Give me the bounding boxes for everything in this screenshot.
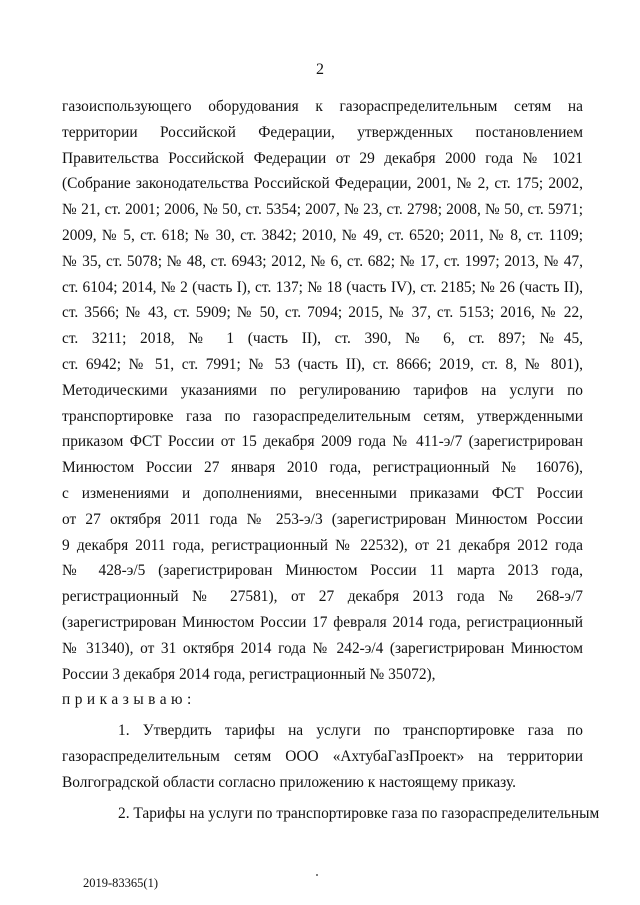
text-line: № 21, ст. 2001; 2006, № 50, ст. 5354; 2007, № 23, ст. 2798; 2008, № 50, ст. 5971; bbox=[62, 201, 583, 219]
text-line: Методическими указаниями по регулированию тарифов на услуги по bbox=[62, 381, 583, 399]
legal-basis-paragraph bbox=[62, 94, 583, 687]
text-line: газоиспользующего оборудования к газораспределительным сетям на bbox=[62, 98, 583, 115]
text-line: № 35, ст. 5078; № 48, ст. 6943; 2012, № 6, ст. 682; № 17, ст. 1997; 2013, № 47, bbox=[62, 252, 583, 270]
order-item-2 bbox=[62, 801, 600, 827]
page-number: 2 bbox=[316, 61, 324, 78]
text-line: регистрационный № 27581), от 27 декабря 2013 года № 268-э/7 bbox=[62, 588, 583, 606]
text-line: приказом ФСТ России от 15 декабря 2009 года № 411-э/7 (зарегистрирован bbox=[62, 433, 583, 451]
text-line: ст. 3566; № 43, ст. 5909; № 50, ст. 7094; 2015, № 37, ст. 5153; 2016, № 22, bbox=[62, 304, 583, 322]
document-id: 2019-83365(1) bbox=[83, 876, 158, 890]
text-line: с изменениями и дополнениями, внесенными приказами ФСТ России bbox=[62, 484, 583, 502]
text-line: 2. Тарифы на услуги по транспортировке газа по газораспределительным bbox=[118, 804, 600, 822]
text-line: ст. 6104; 2014, № 2 (часть I), ст. 137; № 18 (часть IV), ст. 2185; № 26 (часть II), bbox=[62, 278, 583, 296]
text-line: (Собрание законодательства Российской Федерации, 2001, № 2, ст. 175; 2002, bbox=[62, 175, 583, 193]
text-line: № 428-э/5 (зарегистрирован Минюстом России 11 марта 2013 года, bbox=[62, 562, 583, 580]
text-line: Правительства Российской Федерации от 29 декабря 2000 года № 1021 bbox=[62, 149, 583, 167]
scan-speck bbox=[316, 874, 318, 876]
text-line: ст. 6942; № 51, ст. 7991; № 53 (часть II), ст. 8666; 2019, ст. 8, № 801), bbox=[62, 355, 583, 373]
order-item-1 bbox=[62, 718, 583, 795]
text-line: 9 декабря 2011 года, регистрационный № 22532), от 21 декабря 2012 года bbox=[62, 536, 583, 554]
text-line: 2009, № 5, ст. 618; № 30, ст. 3842; 2010, № 49, ст. 6520; 2011, № 8, ст. 1109; bbox=[62, 226, 583, 244]
text-line: 1. Утвердить тарифы на услуги по транспортировке газа по bbox=[118, 722, 583, 740]
text-line: Волгоградской области согласно приложению к настоящему приказу. bbox=[62, 773, 516, 791]
text-line: от 27 октября 2011 года № 253-э/3 (зарегистрирован Минюстом России bbox=[62, 510, 583, 528]
text-line: транспортировке газа по газораспределительным сетям, утвержденными bbox=[62, 407, 583, 425]
text-line: газораспределительным сетям ООО «АхтубаГазПроект» на территории bbox=[62, 747, 583, 765]
document-body bbox=[62, 94, 600, 826]
text-line: ст. 3211; 2018, № 1 (часть II), ст. 390, № 6, ст. 897; №45, bbox=[62, 330, 583, 348]
text-line: (зарегистрирован Минюстом России 17 февраля 2014 года, регистрационный bbox=[62, 613, 583, 631]
order-word: приказываю: bbox=[62, 691, 196, 709]
text-line: № 31340), от 31 октября 2014 года № 242-э/4 (зарегистрирован Минюстом bbox=[62, 639, 583, 657]
text-line: России 3 декабря 2014 года, регистрационный № 35072), bbox=[62, 665, 436, 683]
text-line: территории Российской Федерации, утвержденных постановлением bbox=[62, 123, 583, 141]
text-line: Минюстом России 27 января 2010 года, регистрационный № 16076), bbox=[62, 459, 583, 477]
